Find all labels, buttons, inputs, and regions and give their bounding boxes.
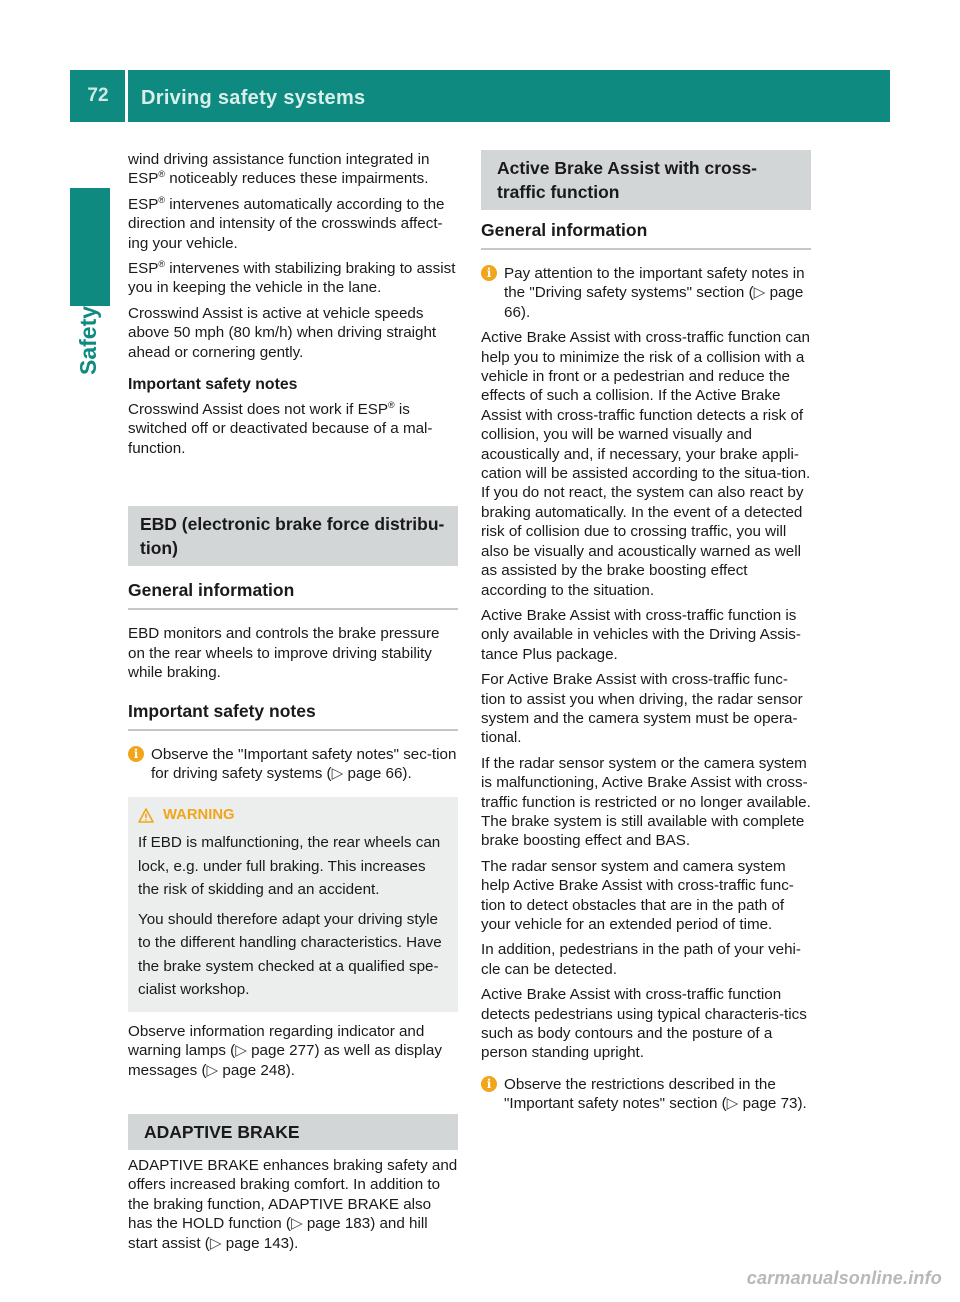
paragraph: wind driving assistance function integrated in ESP® noticeably reduces these impairments. [128, 151, 430, 188]
paragraph: For Active Brake Assist with cross-traffic func-tion to assist you when driving, the radar sensor system and the camera system must be opera-tional. [481, 671, 803, 747]
page-reference-arrow-icon: ▷ [331, 764, 344, 782]
paragraph: ADAPTIVE BRAKE enhances braking safety and offers increased braking comfort. In addition to the braking function, ADAPTIVE BRAKE also has the HOLD function (▷ page 183) and hill start assist (▷ page 143). [128, 1157, 458, 1252]
page-number: 72 [87, 85, 109, 106]
section-heading-ebd: EBD (electronic brake force distribu-tion) [128, 506, 458, 566]
heading-general-information: General information [128, 578, 458, 610]
paragraph: Active Brake Assist with cross-traffic function can help you to minimize the risk of a collision with a vehicle in front or a pedestrian and reduce the effects of such a collision. If the Active Brake Assist with cross-traffic function detects a risk of collision, you will be warned visually and acoustically and, if necessary, your brake appli-cation will be assisted according to the situa-tion. If you do not react, the system can also react by braking automatically. In the event of a detected risk of collision due to crossing traffic, you will also be visually and acoustically warned as well as assisted by the brake boosting effect according to the situation. [481, 329, 811, 599]
page-reference-arrow-icon: ▷ [290, 1215, 303, 1233]
page-reference-arrow-icon: ▷ [753, 284, 766, 302]
warning-title: WARNING [138, 807, 448, 823]
paragraph: ESP® intervenes with stabilizing braking to assist you in keeping the vehicle in the lane. [128, 258, 456, 297]
info-icon: i [128, 746, 144, 762]
paragraph: The radar sensor system and camera system help Active Brake Assist with cross-traffic func-tion to detect obstacles that are in the path of your vehicle for an extended period of time. [481, 857, 794, 933]
info-note: i Pay attention to the important safety notes in the "Driving safety systems" section (▷ page 66). [481, 264, 811, 322]
header-divider [125, 70, 128, 122]
paragraph: Active Brake Assist with cross-traffic function is only available in vehicles with the Driving Assis-tance Plus package. [481, 606, 801, 663]
warning-paragraph: You should therefore adapt your driving style to the different handling characteristics. Have the brake system checked at a qualified spe-cialist workshop. [138, 910, 442, 999]
left-column [128, 150, 458, 1259]
paragraph: If the radar sensor system or the camera system is malfunctioning, Active Brake Assist with cross-traffic function is restricted or no longer available. The brake system is still available with complete brake boosting effect and BAS. [481, 754, 811, 850]
paragraph: Active Brake Assist with cross-traffic function detects pedestrians using typical characteris-tics such as body contours and the posture of a person standing upright. [481, 986, 807, 1062]
paragraph: ESP® intervenes automatically according to the direction and intensity of the crosswinds affect-ing your vehicle. [128, 194, 445, 252]
page-reference-arrow-icon: ▷ [206, 1061, 219, 1079]
warning-triangle-icon [138, 808, 154, 823]
section-heading-adaptive-brake: ADAPTIVE BRAKE [128, 1114, 458, 1150]
heading-important-safety-notes: Important safety notes [128, 699, 458, 731]
warning-box [128, 797, 458, 1012]
warning-paragraph: If EBD is malfunctioning, the rear wheels can lock, e.g. under full braking. This increases the risk of skidding and an accident. [138, 834, 441, 899]
page-reference-arrow-icon: ▷ [726, 1095, 739, 1113]
side-section-label: Safety [75, 305, 101, 375]
info-note: i Observe the "Important safety notes" sec-tion for driving safety systems (▷ page 66). [128, 745, 458, 784]
paragraph: In addition, pedestrians in the path of your vehi-cle can be detected. [481, 941, 801, 978]
paragraph: EBD monitors and controls the brake pressure on the rear wheels to improve driving stability while braking. [128, 625, 440, 682]
info-note: i Observe the restrictions described in the "Important safety notes" section (▷ page 73). [481, 1075, 811, 1114]
info-icon: i [481, 1076, 497, 1092]
info-icon: i [481, 265, 497, 281]
right-column [481, 150, 811, 1120]
subheading-important-safety-notes: Important safety notes [128, 376, 298, 394]
section-heading-active-brake-assist: Active Brake Assist with cross-traffic function [481, 150, 811, 210]
side-tab-marker [70, 188, 110, 306]
page-title: Driving safety systems [141, 87, 366, 109]
paragraph: Observe information regarding indicator and warning lamps (▷ page 277) as well as display messages (▷ page 248). [128, 1022, 442, 1079]
paragraph: Crosswind Assist does not work if ESP® is switched off or deactivated because of a mal-function. [128, 400, 433, 457]
watermark: carmanualsonline.info [746, 1268, 942, 1288]
page-reference-arrow-icon: ▷ [235, 1042, 247, 1060]
heading-general-information: General information [481, 218, 811, 250]
page-reference-arrow-icon: ▷ [209, 1234, 222, 1252]
paragraph: Crosswind Assist is active at vehicle speeds above 50 mph (80 km/h) when driving straight ahead or cornering gently. [128, 304, 437, 361]
